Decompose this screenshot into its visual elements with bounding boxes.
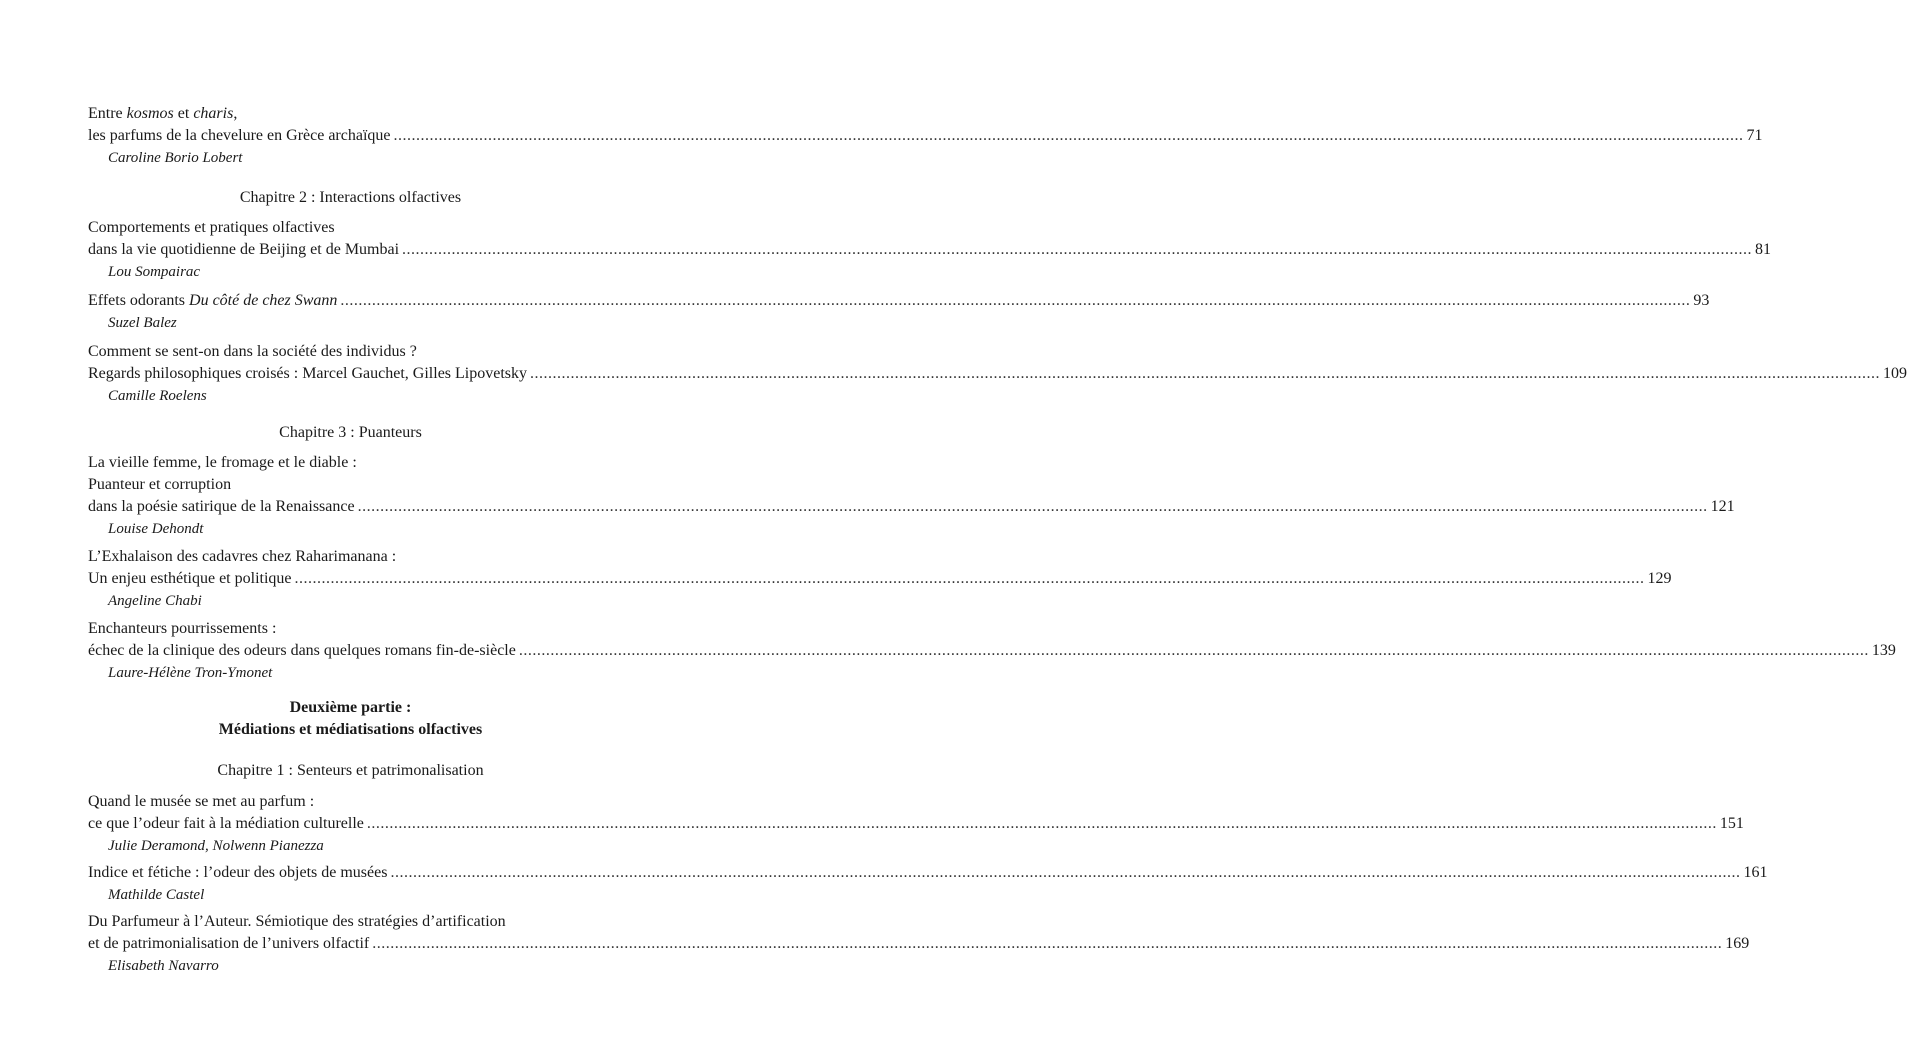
entry-author: Elisabeth Navarro: [108, 958, 219, 974]
page-number: 81: [1755, 241, 1772, 258]
page-number: 151: [1719, 815, 1744, 832]
title-text: et: [173, 105, 194, 122]
entry-title: Indice et fétiche : l’odeur des objets de musées: [88, 864, 388, 881]
toc-entry: [88, 217, 1772, 283]
entry-author: Laure-Hélène Tron-Ymonet: [108, 665, 273, 681]
title-text: Effets odorants: [88, 292, 190, 309]
entry-title: dans la poésie satirique de la Renaissance: [88, 498, 355, 515]
title-text: Entre: [88, 105, 127, 122]
entry-title-line: Comportements et pratiques olfactives: [88, 219, 335, 236]
entry-title-leader-line[interactable]: [88, 363, 1907, 385]
chapter-heading: Chapitre 3 : Puanteurs: [279, 424, 422, 441]
page-number: 109: [1883, 365, 1907, 382]
toc-entry: [88, 911, 1750, 977]
entry-title-leader-line[interactable]: [88, 813, 1744, 835]
page-number: 71: [1746, 127, 1763, 144]
entry-title-line: Enchanteurs pourrissements :: [88, 620, 277, 637]
entry-title-leader-line[interactable]: [88, 862, 1768, 884]
entry-title: Un enjeu esthétique et politique: [88, 570, 292, 587]
entry-author: Suzel Balez: [108, 315, 177, 331]
entry-title: échec de la clinique des odeurs dans quelques romans fin-de-siècle: [88, 642, 516, 659]
entry-title-line: Quand le musée se met au parfum :: [88, 793, 315, 810]
part-title-line: Médiations et médiatisations olfactives: [218, 721, 483, 738]
entry-title-leader-line[interactable]: [88, 239, 1772, 261]
chapter-heading: Chapitre 1 : Senteurs et patrimonalisation: [217, 762, 484, 779]
entry-title: dans la vie quotidienne de Beijing et de Mumbai: [88, 241, 400, 258]
toc-entry: [88, 546, 1672, 612]
entry-author: Louise Dehondt: [108, 521, 204, 537]
title-italic-text: kosmos: [126, 105, 174, 122]
entry-title-leader-line[interactable]: [88, 290, 1710, 312]
dot-leader: ............................................................................................................................................................................................................................................................................................................: [294, 570, 1645, 587]
dot-leader: ............................................................................................................................................................................................................................................................................................................: [530, 365, 1881, 382]
dot-leader: ............................................................................................................................................................................................................................................................................................................: [390, 864, 1741, 881]
part-heading: [88, 697, 613, 741]
title-italic-text: Du côté de chez Swann: [189, 292, 338, 309]
page-number: 139: [1871, 642, 1896, 659]
toc-entry: [88, 618, 1896, 684]
entry-title-leader-line[interactable]: [88, 568, 1672, 590]
entry-title-line: Du Parfumeur à l’Auteur. Sémiotique des stratégies d’artification: [88, 913, 506, 930]
entry-title-line: [88, 103, 613, 125]
entry-title: Regards philosophiques croisés : Marcel Gauchet, Gilles Lipovetsky: [88, 365, 528, 382]
entry-author: Caroline Borio Lobert: [108, 150, 243, 166]
page-number: 161: [1743, 864, 1768, 881]
chapter-heading: Chapitre 2 : Interactions olfactives: [239, 189, 462, 206]
entry-title-leader-line[interactable]: [88, 933, 1750, 955]
entry-author: Mathilde Castel: [108, 887, 205, 903]
entry-title-line: L’Exhalaison des cadavres chez Raharimanana :: [88, 548, 397, 565]
dot-leader: ............................................................................................................................................................................................................................................................................................................: [366, 815, 1717, 832]
page-number: 121: [1710, 498, 1735, 515]
toc-entry: [88, 103, 1763, 169]
toc-entry: [88, 862, 1768, 906]
toc-entry: [88, 791, 1744, 857]
entry-title-line: Comment se sent-on dans la société des individus ?: [88, 343, 417, 360]
dot-leader: ............................................................................................................................................................................................................................................................................................................: [372, 935, 1723, 952]
entry-title: les parfums de la chevelure en Grèce archaïque: [88, 127, 391, 144]
dot-leader: ............................................................................................................................................................................................................................................................................................................: [340, 292, 1691, 309]
title-italic-text: charis: [193, 105, 234, 122]
toc-entry: [88, 290, 1710, 334]
entry-title: [88, 290, 337, 312]
dot-leader: ............................................................................................................................................................................................................................................................................................................: [518, 642, 1869, 659]
page-number: 169: [1725, 935, 1750, 952]
entry-author: Angeline Chabi: [108, 593, 202, 609]
entry-author: Camille Roelens: [108, 388, 207, 404]
toc-entry: [88, 452, 1735, 540]
page-number: 93: [1693, 292, 1710, 309]
entry-title-line: La vieille femme, le fromage et le diable :: [88, 454, 357, 471]
page-number: 129: [1647, 570, 1672, 587]
toc-entry: [88, 341, 1907, 407]
entry-author: Lou Sompairac: [108, 264, 201, 280]
title-text: ,: [233, 105, 238, 122]
entry-title-leader-line[interactable]: [88, 496, 1735, 518]
dot-leader: ............................................................................................................................................................................................................................................................................................................: [393, 127, 1744, 144]
dot-leader: ............................................................................................................................................................................................................................................................................................................: [402, 241, 1753, 258]
entry-title: ce que l’odeur fait à la médiation culturelle: [88, 815, 364, 832]
entry-author: Julie Deramond, Nolwenn Pianezza: [108, 838, 324, 854]
entry-title-leader-line[interactable]: [88, 640, 1896, 662]
part-title-line: Deuxième partie :: [289, 699, 412, 716]
entry-title-leader-line[interactable]: [88, 125, 1763, 147]
entry-title: et de patrimonialisation de l’univers olfactif: [88, 935, 370, 952]
entry-title-line: Puanteur et corruption: [88, 476, 232, 493]
dot-leader: ............................................................................................................................................................................................................................................................................................................: [357, 498, 1708, 515]
